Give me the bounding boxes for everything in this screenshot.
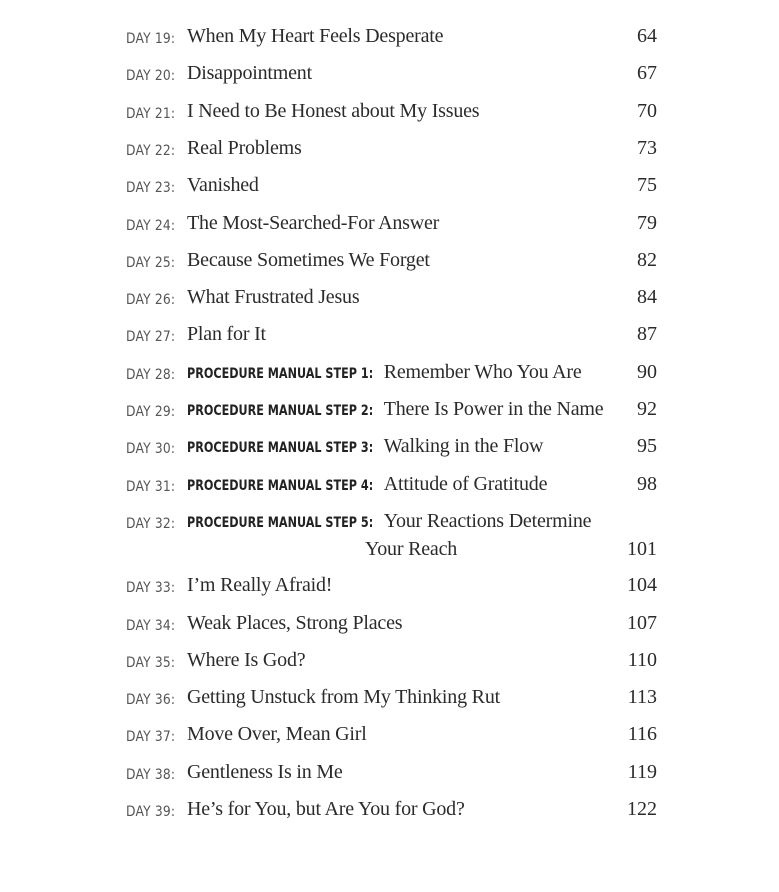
toc-entry	[0, 761, 779, 789]
toc-entry	[0, 212, 779, 240]
day-label: DAY 25:	[126, 254, 176, 271]
day-label: DAY 20:	[126, 68, 176, 85]
entry-title: Because Sometimes We Forget	[187, 248, 430, 271]
entry-text	[187, 361, 582, 384]
entry-text	[187, 286, 359, 309]
toc-entry	[0, 798, 779, 826]
entry-text	[187, 761, 343, 784]
entry-text	[187, 25, 443, 48]
day-label: DAY 32:	[126, 515, 176, 532]
page-number: 90	[637, 360, 657, 383]
page-number: 98	[637, 472, 657, 495]
entry-title: Where Is God?	[187, 648, 306, 671]
entry-text	[187, 649, 305, 672]
day-label: DAY 39:	[126, 804, 176, 820]
toc-entry	[0, 62, 779, 90]
entry-text	[187, 510, 591, 533]
entry-title-continued: Your Reach	[365, 537, 458, 560]
entry-title: Plan for It	[187, 323, 266, 346]
toc-entry	[0, 323, 779, 351]
day-label: DAY 34:	[126, 617, 176, 634]
day-label: DAY 21:	[126, 105, 176, 122]
entry-title: Move Over, Mean Girl	[187, 723, 367, 746]
toc-entry	[0, 473, 779, 501]
day-label: DAY 30:	[126, 441, 176, 458]
page-number: 107	[627, 611, 657, 634]
toc-entry	[0, 249, 779, 277]
entry-title: Weak Places, Strong Places	[187, 611, 403, 634]
toc-entry	[0, 509, 779, 560]
toc-entry	[0, 723, 779, 751]
entry-text	[187, 798, 465, 821]
day-label: DAY 27:	[126, 329, 176, 346]
page-number: 73	[637, 136, 657, 159]
day-label: DAY 26:	[126, 292, 176, 309]
page-number: 75	[637, 174, 657, 197]
entry-text	[187, 212, 439, 235]
day-label: DAY 38:	[126, 766, 176, 783]
toc-entry	[0, 286, 779, 314]
page-number: 95	[637, 435, 657, 458]
entry-title: There Is Power in the Name	[383, 398, 604, 420]
page-number: 104	[627, 574, 657, 597]
page-number: 116	[627, 723, 657, 746]
entry-title: Vanished	[187, 174, 259, 197]
toc-entry	[0, 174, 779, 202]
page-number: 70	[637, 99, 657, 122]
page-number: 113	[627, 686, 657, 709]
procedure-step-label: PROCEDURE MANUAL STEP 4:	[187, 477, 374, 494]
day-label: DAY 31:	[126, 478, 176, 495]
day-label: DAY 19:	[126, 31, 176, 47]
page-number: 84	[637, 286, 657, 309]
entry-title: Real Problems	[187, 136, 302, 159]
entry-title: He’s for You, but Are You for God?	[187, 798, 465, 820]
procedure-step-label: PROCEDURE MANUAL STEP 3:	[187, 440, 374, 457]
entry-title: Getting Unstuck from My Thinking Rut	[187, 686, 500, 709]
toc-entry	[0, 612, 779, 640]
toc-entry	[0, 25, 779, 53]
entry-title: What Frustrated Jesus	[187, 286, 360, 309]
entry-text	[187, 323, 266, 346]
entry-text	[187, 100, 479, 123]
entry-title: Gentleness Is in Me	[187, 760, 343, 783]
page-number: 92	[637, 398, 657, 420]
toc-entry	[0, 574, 779, 602]
day-label: DAY 29:	[126, 404, 176, 420]
entry-text	[187, 574, 332, 597]
procedure-step-label: PROCEDURE MANUAL STEP 5:	[187, 514, 374, 531]
toc-entry	[0, 361, 779, 389]
page-number: 79	[637, 211, 657, 234]
toc-entry	[0, 435, 779, 463]
entry-text	[187, 473, 547, 496]
page-number: 101	[627, 537, 657, 560]
procedure-step-label: PROCEDURE MANUAL STEP 1:	[187, 365, 374, 382]
toc-entry	[0, 686, 779, 714]
day-label: DAY 37:	[126, 729, 176, 746]
entry-text	[187, 435, 543, 458]
entry-title: Attitude of Gratitude	[383, 472, 548, 495]
page-number: 87	[637, 323, 657, 346]
entry-text	[187, 612, 402, 635]
entry-title: Walking in the Flow	[383, 435, 544, 458]
entry-text	[187, 249, 430, 272]
entry-text	[187, 398, 603, 421]
day-label: DAY 36:	[126, 692, 176, 709]
entry-title: Disappointment	[187, 62, 312, 85]
procedure-step-label: PROCEDURE MANUAL STEP 2:	[187, 403, 374, 419]
toc-entry	[0, 649, 779, 677]
day-label: DAY 23:	[126, 180, 176, 197]
day-label: DAY 28:	[126, 366, 176, 383]
day-label: DAY 33:	[126, 580, 176, 597]
page-number: 110	[627, 648, 657, 671]
toc-entry	[0, 100, 779, 128]
page-number: 67	[637, 62, 657, 85]
page-number: 122	[627, 798, 657, 820]
entry-title: When My Heart Feels Desperate	[187, 25, 444, 47]
day-label: DAY 35:	[126, 654, 176, 671]
entry-title: I Need to Be Honest about My Issues	[187, 99, 480, 122]
entry-title: The Most-Searched-For Answer	[187, 211, 440, 234]
day-label: DAY 24:	[126, 217, 176, 234]
entry-text	[187, 174, 259, 197]
page-number: 119	[627, 760, 657, 783]
page-number: 82	[637, 248, 657, 271]
page-number: 64	[637, 25, 657, 47]
day-label: DAY 22:	[126, 142, 176, 159]
entry-title: Remember Who You Are	[383, 360, 582, 383]
toc-entry	[0, 137, 779, 165]
entry-title: Your Reactions Determine	[383, 509, 592, 532]
entry-title: I’m Really Afraid!	[187, 574, 333, 597]
entry-text	[187, 723, 367, 746]
entry-text	[187, 137, 302, 160]
toc-entry	[0, 398, 779, 426]
entry-text	[187, 686, 500, 709]
entry-text	[187, 62, 312, 85]
